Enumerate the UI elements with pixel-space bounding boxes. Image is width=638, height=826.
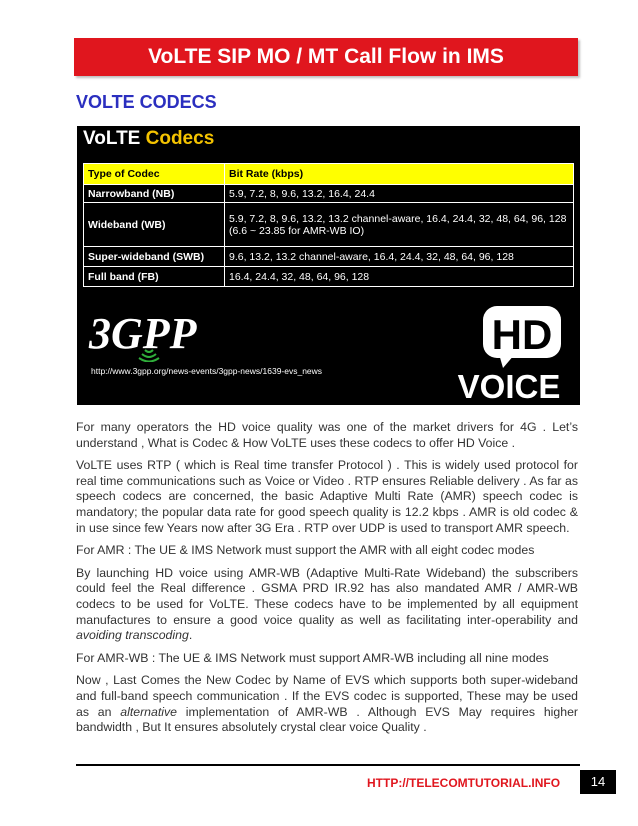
paragraph: For AMR-WB : The UE & IMS Network must support AMR-WB including all nine modes bbox=[76, 650, 549, 665]
table-row bbox=[84, 203, 574, 247]
body-text bbox=[76, 420, 578, 743]
emphasis-text: alternative bbox=[120, 704, 177, 719]
paragraph-text: . bbox=[188, 628, 193, 643]
paragraph-text: implementation of AMR-WB . Although EVS May requires higher bandwidth , But It ensures absolutely crystal clear voice Quality . bbox=[76, 704, 579, 735]
footer-link[interactable]: HTTP://TELECOMTUTORIAL.INFO bbox=[367, 776, 561, 790]
paragraph: VoLTE uses RTP ( which is Real time transfer Protocol ) . This is widely used protocol for real time communications such as Voice or Video . RTP ensures Reliable delivery . As far as speech codecs are concerned, the basic Adaptive Multi Rate (AMR) speech codec is mandatory; the popular data rate for good speech quality is 12.2 kbps . AMR is old codec & in use since few Years now after 3G Era . RTP over UDP is used to transport AMR speech. bbox=[76, 458, 578, 535]
codec-rate-cell: 5.9, 7.2, 8, 9.6, 13.2, 16.4, 24.4 bbox=[225, 185, 574, 203]
codec-rate-cell: 9.6, 13.2, 13.2 channel-aware, 16.4, 24.4, 32, 48, 64, 96, 128 bbox=[225, 247, 574, 267]
codec-rate-cell: 16.4, 24.4, 32, 48, 64, 96, 128 bbox=[225, 267, 574, 287]
voice-logo-text: VOICE bbox=[457, 368, 561, 402]
codec-table bbox=[83, 163, 574, 287]
table-row bbox=[84, 185, 574, 203]
hd-voice-logo bbox=[443, 304, 575, 402]
hd-logo-text: HD bbox=[491, 311, 553, 358]
figure-title bbox=[83, 128, 214, 150]
codec-table-header bbox=[84, 164, 574, 185]
paragraph-text: By launching HD voice using AMR-WB (Adaptive Multi-Rate Wideband) the subscribers could feel the Real difference . GSMA PRD IR.92 has also mandated AMR / AMR-WB codecs to be used for VoLTE. These codecs have to be implemented by all equipment manufactures to ensure a good voice quality as well as facilitating inter-operability and bbox=[76, 565, 578, 627]
codec-type-cell: Narrowband (NB) bbox=[84, 185, 225, 203]
table-row bbox=[84, 247, 574, 267]
header-cell-type: Type of Codec bbox=[84, 164, 225, 185]
figure-title-part1: VoLTE bbox=[83, 128, 141, 149]
footer-divider bbox=[76, 764, 580, 766]
header-cell-bitrate: Bit Rate (kbps) bbox=[225, 164, 574, 185]
codec-type-cell: Super-wideband (SWB) bbox=[84, 247, 225, 267]
codecs-figure bbox=[77, 126, 580, 405]
3gpp-logo-text: 3GPP bbox=[89, 309, 197, 358]
3gpp-logo bbox=[87, 302, 217, 362]
codec-rate-cell: 5.9, 7.2, 8, 9.6, 13.2, 13.2 channel-aware, 16.4, 24.4, 32, 48, 64, 96, 128 (6.6 ~ 23.85 for AMR-WB IO) bbox=[225, 203, 574, 247]
paragraph: For many operators the HD voice quality was one of the market drivers for 4G . Let’s understand , What is Codec & How VoLTE uses these codecs to offer HD Voice . bbox=[76, 420, 578, 450]
table-row bbox=[84, 267, 574, 287]
paragraph bbox=[76, 673, 578, 735]
codec-type-cell: Wideband (WB) bbox=[84, 203, 225, 247]
figure-title-part2: Codecs bbox=[145, 128, 215, 149]
emphasis-text: avoiding transcoding bbox=[76, 628, 189, 643]
paragraph bbox=[76, 566, 578, 644]
paragraph-text: Now , Last Comes the New Codec by Name of EVS which supports both super-wideband and full-band speech communication . If the EVS codec is supported, These may be used as an bbox=[76, 673, 578, 719]
source-url: http://www.3gpp.org/news-events/3gpp-news/1639-evs_news bbox=[91, 366, 323, 376]
section-title: VOLTE CODECS bbox=[76, 92, 217, 112]
page-number: 14 bbox=[580, 770, 616, 794]
codec-type-cell: Full band (FB) bbox=[84, 267, 225, 287]
page-header-banner: VoLTE SIP MO / MT Call Flow in IMS bbox=[74, 38, 578, 76]
paragraph: For AMR : The UE & IMS Network must support the AMR with all eight codec modes bbox=[76, 543, 535, 558]
